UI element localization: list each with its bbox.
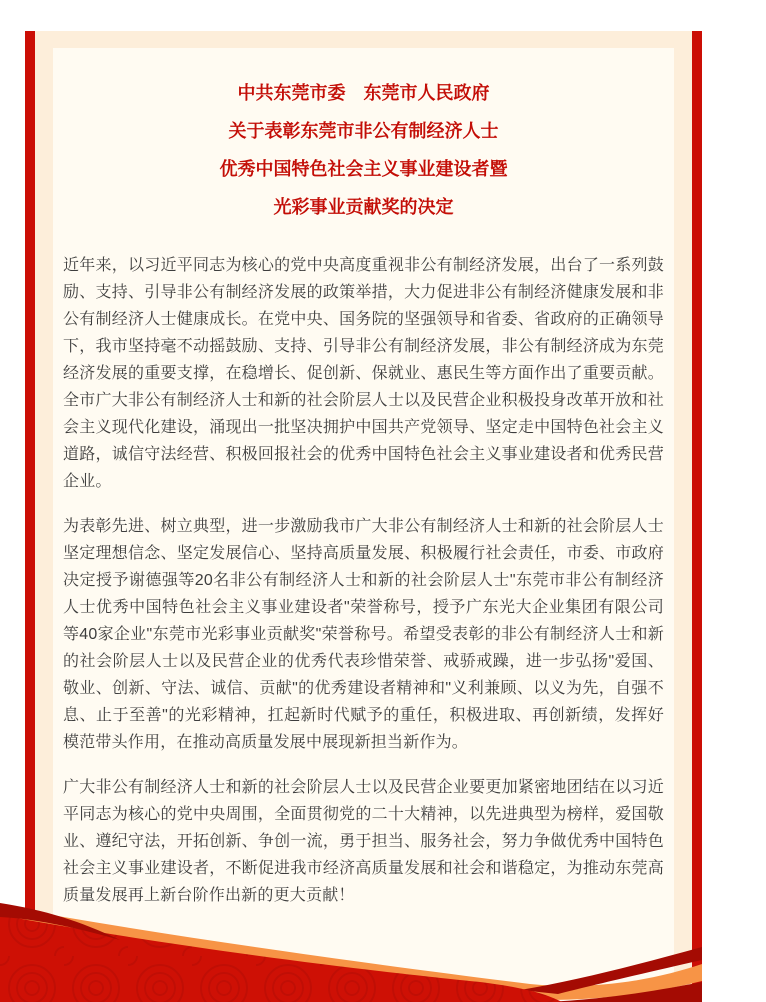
document-frame — [25, 31, 702, 1002]
title-line-3: 优秀中国特色社会主义事业建设者暨 — [219, 159, 508, 179]
paragraph-1: 近年来，以习近平同志为核心的党中央高度重视非公有制经济发展，出台了一系列鼓励、支持、引导非公有制经济发展的政策举措，大力促进非公有制经济健康发展和非公有制经济人士健康成长。在党中央、国务院的坚强领导和省委、省政府的正确领导下，我市坚持毫不动摇鼓励、支持、引导非公有制经济发展，非公有制经济成为东莞经济发展的重要支撑，在稳增长、促创新、保就业、惠民生等方面作出了重要贡献。全市广大非公有制经济人士和新的社会阶层人士以及民营企业积极投身改革开放和社会主义现代化建设，涌现出一批坚决拥护中国共产党领导、坚定走中国特色社会主义道路，诚信守法经营、积极回报社会的优秀中国特色社会主义事业建设者和优秀民营企业。 — [63, 257, 664, 490]
title-line-4: 光彩事业贡献奖的决定 — [273, 197, 454, 217]
paragraph-3: 广大非公有制经济人士和新的社会阶层人士以及民营企业要更加紧密地团结在以习近平同志为核心的党中央周围，全面贯彻党的二十大精神，以先进典型为榜样，爱国敬业、遵纪守法，开拓创新、争创一流，勇于担当、服务社会，努力争做优秀中国特色社会主义事业建设者，不断促进我市经济高质量发展和社会和谐稳定，为推动东莞高质量发展再上新台阶作出新的更大贡献！ — [63, 779, 664, 904]
title-line-2: 关于表彰东莞市非公有制经济人士 — [228, 121, 499, 141]
title-line-1: 中共东莞市委 东莞市人民政府 — [237, 83, 490, 103]
document-title — [63, 74, 664, 226]
footer-wave-decoration — [0, 892, 702, 1002]
paragraph-2: 为表彰先进、树立典型，进一步激励我市广大非公有制经济人士和新的社会阶层人士坚定理想信念、坚定发展信心、坚持高质量发展、积极履行社会责任，市委、市政府决定授予谢德强等20名非公有制经济人士和新的社会阶层人士"东莞市非公有制经济人士优秀中国特色社会主义事业建设者"荣誉称号，授予广东光大企业集团有限公司等40家企业"东莞市光彩事业贡献奖"荣誉称号。希望受表彰的非公有制经济人士和新的社会阶层人士以及民营企业的优秀代表珍惜荣誉、戒骄戒躁，进一步弘扬"爱国、敬业、创新、守法、诚信、贡献"的优秀建设者精神和"义利兼顾、以义为先，自强不息、止于至善"的光彩精神，扛起新时代赋予的重任，积极进取、再创新绩，发挥好模范带头作用，在推动高质量发展中展现新担当新作为。 — [63, 518, 664, 751]
content-card — [53, 48, 674, 1002]
document-body — [63, 252, 664, 909]
